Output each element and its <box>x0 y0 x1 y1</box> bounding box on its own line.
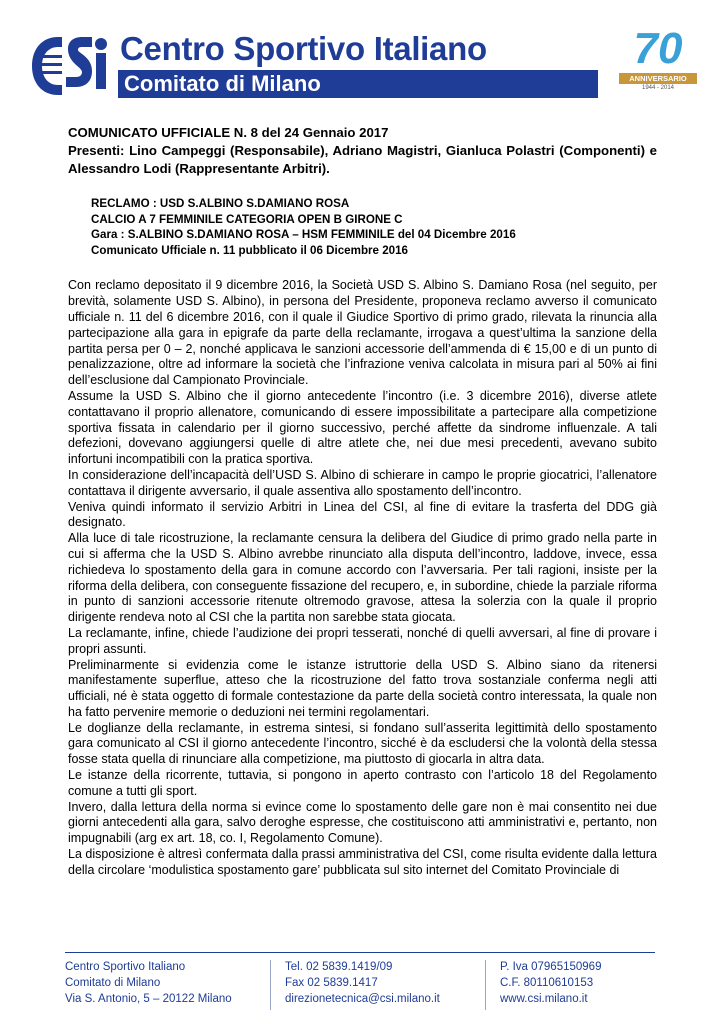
footer-website[interactable]: www.csi.milano.it <box>500 992 588 1005</box>
org-subtitle: Comitato di Milano <box>118 70 598 98</box>
footer-address <box>65 960 232 1007</box>
paragraph: La disposizione è altresì confermata dalla prassi amministrativa del CSI, come risulta evidente dalla lettura della circolare ‘modulistica spostamento gare’ pubblicata sul sito internet del Comitato Provinciale di <box>68 847 657 877</box>
footer-tax-code: C.F. 80110610153 <box>500 976 594 989</box>
paragraph: In considerazione dell’incapacità dell’USD S. Albino di schierare in campo le proprie giocatrici, l’allenatore contattava il dirigente avversario, il quale assentiva allo spostamento dell’incontro. <box>68 467 657 498</box>
document-title: COMUNICATO UFFICIALE N. 8 del 24 Gennaio 2017 <box>68 125 389 140</box>
csi-logo <box>30 35 115 97</box>
letterhead <box>0 0 725 110</box>
footer-separator <box>270 960 271 1010</box>
footer-divider <box>65 952 655 953</box>
paragraph: Assume la USD S. Albino che il giorno antecedente l’incontro (i.e. 3 dicembre 2016), diverse atlete contattavano il proprio allenatore, comunicando di essere impossibilitate a partecipare alla competizione sportiva fissata in calendario per il giorno successivo, perché affette da sindrome influenzale. A tali defezioni, dovevano aggiungersi quelle di altre atlete che, nei due mesi precedenti, avevano subito infortuni incompatibili con la pratica sportiva. <box>68 388 657 467</box>
footer-org: Centro Sportivo Italiano <box>65 961 186 973</box>
claim-line: Comunicato Ufficiale n. 11 pubblicato il 06 Dicembre 2016 <box>91 243 408 257</box>
decision-text <box>68 278 657 878</box>
anniversary-number: 70 <box>633 24 683 73</box>
footer-contacts <box>285 960 440 1007</box>
paragraph: Con reclamo depositato il 9 dicembre 2016, la Società USD S. Albino S. Damiano Rosa (nel seguito, per brevità, solamente USD S. Albino), in persona del Presidente, proponeva reclamo avverso il comunicato ufficiale n. 11 del 6 dicembre 2016, con il quale il Giudice Sportivo di primo grado, rilevata la rinuncia alla partecipazione alla gara in epigrafe da parte della reclamante, irrogava a quest’ultima la sanzione della partita persa per 0 – 2, nonché applicava le sanzioni accessorie dell’ammenda di € 15,00 e di un punto di penalizzazione, oltre ad informare la società che l’infrazione veniva calcolata in misura pari al 50% ai fini dell’esclusione dal Campionato Provinciale. <box>68 278 657 388</box>
claim-line: Gara : S.ALBINO S.DAMIANO ROSA – HSM FEMMINILE del 04 Dicembre 2016 <box>91 228 516 242</box>
claim-line: RECLAMO : USD S.ALBINO S.DAMIANO ROSA <box>91 197 350 210</box>
footer-separator <box>485 960 486 1010</box>
claim-block <box>91 196 657 258</box>
footer-committee: Comitato di Milano <box>65 976 161 989</box>
anniversary-badge <box>618 25 698 100</box>
footer-fiscal <box>500 960 601 1007</box>
paragraph: Le istanze della ricorrente, tuttavia, si pongono in aperto contrasto con l’articolo 18 del Regolamento comune a tutti gli sport. <box>68 768 657 798</box>
paragraph: Preliminarmente si evidenzia come le istanze istruttorie della USD S. Albino siano da ritenersi manifestamente superflue, atteso che la ricostruzione del fatto trova sostanziale conferma negli atti ufficiali, né è stata oggetto di formale contestazione da parte della società contro interessata, la quale non ha fatto pervenire memorie o deduzioni nei termini regolamentari. <box>68 657 657 719</box>
footer-fax: Fax 02 5839.1417 <box>285 976 378 989</box>
org-name: Centro Sportivo Italiano <box>120 30 487 67</box>
paragraph: Alla luce di tale ricostruzione, la reclamante censura la delibera del Giudice di primo grado nella parte in cui si afferma che la USD S. Albino avrebbe rinunciato alla disputa dell’incontro, laddove, invece, essa richiedeva lo spostamento della gara in comune accordo con l’avversaria. Per tali ragioni, insiste per la riforma della delibera, con conseguente fissazione del recupero, e, in subordine, chiede la parziale riforma in punto di sanzioni accessorie ritenute oltremodo gravose, attesa la solerzia con la quale il proprio dirigente rendeva noto al CSI che la partita non sarebbe stata giocata. <box>68 531 657 625</box>
paragraph: Invero, dalla lettura della norma si evince come lo spostamento delle gare non è mai consentito nei due giorni antecedenti alla gara, salvo deroghe espresse, che costituiscono atti amministrativi e, pertanto, non impugnabili (arg ex art. 18, co. I, Regolamento Comune). <box>68 799 657 846</box>
claim-line: CALCIO A 7 FEMMINILE CATEGORIA OPEN B GIRONE C <box>91 212 403 226</box>
document-body <box>68 124 657 879</box>
footer-phone: Tel. 02 5839.1419/09 <box>285 961 393 973</box>
present-members: Presenti: Lino Campeggi (Responsabile), Adriano Magistri, Gianluca Polastri (Componenti) e Alessandro Lodi (Rappresentante Arbitri). <box>68 143 657 176</box>
paragraph: Le doglianze della reclamante, in estrema sintesi, si fondano sull’asserita legittimità dello spostamento gara comunicato al CSI il giorno antecedente l’incontro, sicché è da escludersi che la volontà della stessa fosse stata quella di rinunciare alla competizione, ma piuttosto di giocarla in altra data. <box>68 720 657 767</box>
footer-vat: P. Iva 07965150969 <box>500 961 602 973</box>
footer-street: Via S. Antonio, 5 – 20122 Milano <box>65 992 232 1005</box>
letterhead-footer <box>0 950 725 1024</box>
paragraph: La reclamante, infine, chiede l’audizione dei propri tesserati, nonché di quelli avversari, al fine di provare i propri assunti. <box>68 625 657 656</box>
footer-email[interactable]: direzionetecnica@csi.milano.it <box>285 992 440 1005</box>
anniversary-label: ANNIVERSARIO <box>619 73 697 84</box>
anniversary-years: 1944 - 2014 <box>641 85 675 91</box>
paragraph: Veniva quindi informato il servizio Arbitri in Linea del CSI, al fine di evitare la trasferta del DDG già designato. <box>68 499 657 530</box>
